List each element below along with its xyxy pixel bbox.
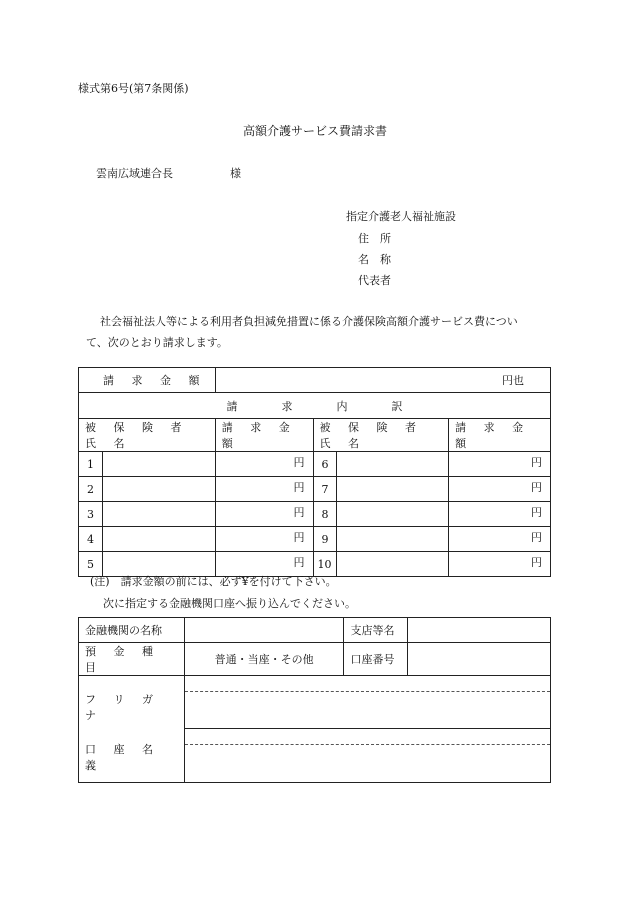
amount-cell[interactable] (215, 527, 313, 552)
row-number: 2 (79, 477, 103, 502)
deposit-type-label: 預 金 種 目 (79, 643, 185, 676)
account-number-field[interactable] (408, 643, 551, 676)
honorific: 様 (230, 167, 241, 180)
yen-unit: 円 (293, 531, 305, 544)
form-number: 様式第6号(第7条関係) (78, 82, 189, 95)
row-number: 6 (313, 452, 337, 477)
claim-amount-label: 請 求 金 額 (79, 368, 216, 393)
yen-unit: 円 (531, 531, 542, 544)
row-number: 1 (79, 452, 103, 477)
address-label: 住 所 (358, 232, 391, 245)
yen-unit: 円 (293, 481, 305, 494)
page-title: 高額介護サービス費請求書 (243, 124, 388, 138)
body-line-2: て、次のとおり請求します。 (86, 336, 228, 349)
branch-field[interactable] (408, 618, 551, 643)
deposit-type-options[interactable]: 普通・当座・その他 (184, 643, 344, 676)
amount-cell[interactable] (449, 502, 551, 527)
yen-unit: 円 (531, 556, 542, 569)
account-number-label: 口座番号 (344, 643, 408, 676)
claim-amount-field[interactable] (215, 368, 550, 393)
name-label: 名 称 (358, 253, 391, 266)
facility-type: 指定介護老人福祉施設 (346, 210, 456, 223)
yen-unit: 円 (531, 456, 542, 469)
bank-name-label: 金融機関の名称 (79, 618, 185, 643)
addressee: 雲南広域連合長 (96, 167, 173, 180)
account-holder-field[interactable] (184, 676, 550, 783)
bank-name-field[interactable] (184, 618, 344, 643)
account-name-label: 口 座 名 義 (85, 743, 160, 772)
yen-unit: 円 (531, 506, 542, 519)
row-number: 7 (313, 477, 337, 502)
body-line-1: 社会福祉法人等による利用者負担減免措置に係る介護保険高額介護サービス費につい (100, 315, 518, 328)
insured-name-cell[interactable] (102, 527, 215, 552)
table-row (79, 502, 551, 527)
insured-name-cell[interactable] (102, 502, 215, 527)
amount-cell[interactable] (215, 477, 313, 502)
insured-name-cell[interactable] (337, 527, 449, 552)
amount-cell[interactable] (449, 552, 551, 577)
col-name-header-left: 被 保 険 者 氏 名 (79, 419, 216, 452)
row-divider (185, 728, 550, 729)
row-number: 4 (79, 527, 103, 552)
furigana-line (185, 691, 550, 692)
representative-label: 代表者 (358, 274, 391, 287)
account-name-line (185, 744, 550, 745)
table-row (79, 527, 551, 552)
insured-name-cell[interactable] (337, 477, 449, 502)
col-amount-header-right: 請 求 金 額 (449, 419, 551, 452)
amount-cell[interactable] (449, 527, 551, 552)
details-header: 請 求 内 訳 (79, 393, 551, 419)
table-row (79, 452, 551, 477)
furigana-label: フ リ ガ ナ (85, 693, 160, 722)
insured-name-cell[interactable] (337, 452, 449, 477)
table-row (79, 477, 551, 502)
insured-name-cell[interactable] (337, 502, 449, 527)
row-number: 3 (79, 502, 103, 527)
branch-label: 支店等名 (344, 618, 408, 643)
yen-unit: 円 (531, 481, 542, 494)
insured-name-cell[interactable] (337, 552, 449, 577)
row-number: 9 (313, 527, 337, 552)
insured-name-cell[interactable] (102, 477, 215, 502)
row-number: 10 (313, 552, 337, 577)
note-bank-transfer: 次に指定する金融機関口座へ振り込んでください。 (103, 597, 356, 610)
amount-cell[interactable] (449, 452, 551, 477)
yen-unit: 円 (293, 556, 305, 569)
amount-cell[interactable] (215, 452, 313, 477)
yen-unit: 円 (293, 456, 305, 469)
insured-name-cell[interactable] (102, 452, 215, 477)
claim-amount-suffix: 円也 (502, 374, 524, 387)
col-name-header-right: 被 保 険 者 氏 名 (313, 419, 449, 452)
row-number: 8 (313, 502, 337, 527)
note-yen-mark: (注) 請求金額の前には、必ず¥を付けて下さい。 (90, 575, 337, 588)
row-number: 5 (79, 552, 103, 577)
bank-table (78, 617, 551, 783)
yen-unit: 円 (293, 506, 305, 519)
col-amount-header-left: 請 求 金 額 (215, 419, 313, 452)
amount-cell[interactable] (449, 477, 551, 502)
claim-table (78, 367, 551, 577)
amount-cell[interactable] (215, 502, 313, 527)
